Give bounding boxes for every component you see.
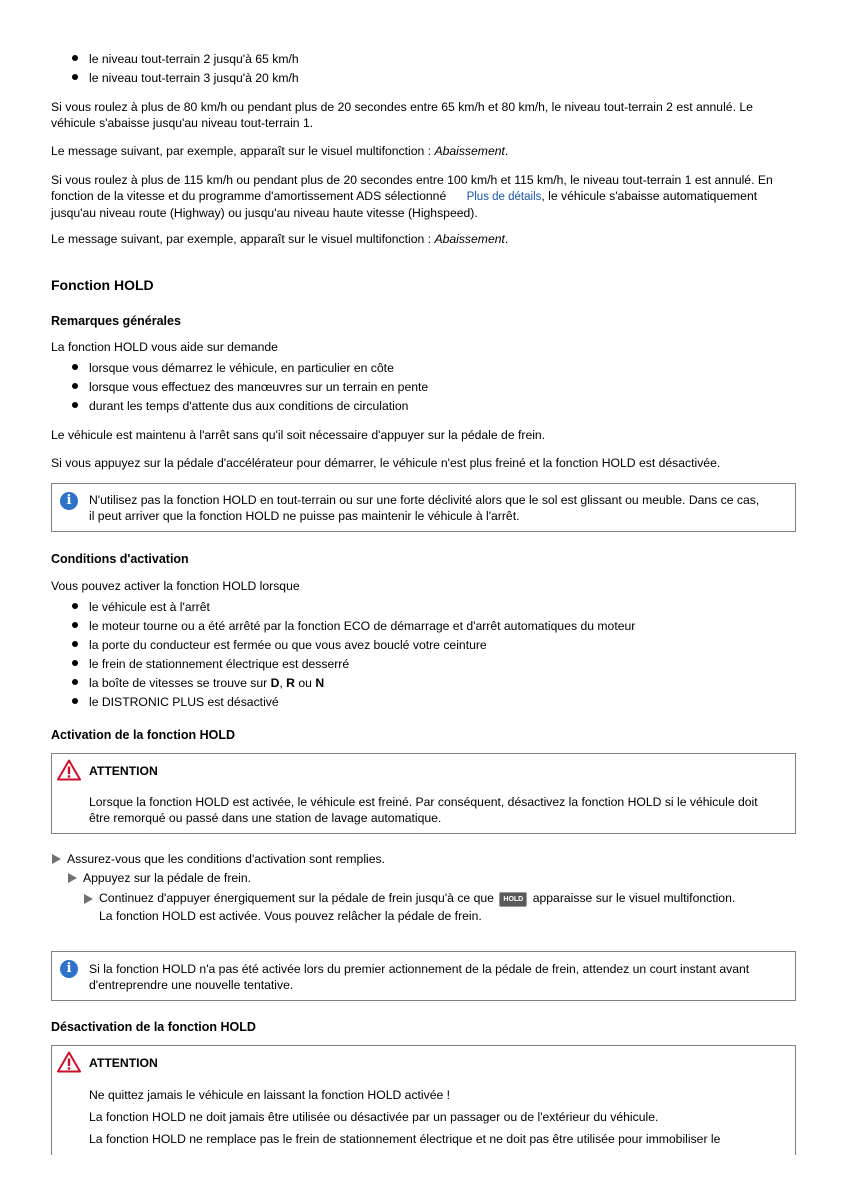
paragraph: Le véhicule est maintenu à l'arrêt sans qu'il soit nécessaire d'appuyer sur la pédale de frein. — [51, 428, 546, 442]
paragraph — [51, 143, 796, 159]
list-item: le moteur tourne ou a été arrêté par la fonction ECO de démarrage et d'arrêt automatiques du moteur — [89, 619, 636, 633]
paragraph-text: Le message suivant, par exemple, apparaît sur le visuel multifonction : — [51, 232, 435, 246]
subsection-heading: Conditions d'activation — [51, 552, 189, 566]
paragraph: Si vous appuyez sur la pédale d'accélérateur pour démarrer, le véhicule n'est plus freiné et la fonction HOLD est désactivée. — [51, 456, 721, 470]
list-item: le niveau tout-terrain 2 jusqu'à 65 km/h — [89, 52, 299, 66]
subsection-heading: Remarques générales — [51, 314, 181, 328]
bullet-dot — [72, 603, 78, 609]
arrow-right-icon — [68, 873, 77, 883]
paragraph — [51, 231, 796, 247]
warning-box — [51, 1045, 796, 1155]
bullet-dot — [72, 698, 78, 704]
step-text: Appuyez sur la pédale de frein. — [83, 871, 252, 885]
list-item: durant les temps d'attente dus aux conditions de circulation — [89, 399, 409, 413]
bullet-dot — [72, 383, 78, 389]
list-item: le niveau tout-terrain 3 jusqu'à 20 km/h — [89, 71, 299, 85]
info-text: Si la fonction HOLD n'a pas été activée lors du premier actionnement de la pédale de frein, attendez un court instant avant d'entreprendre une nouvelle tentative. — [89, 962, 750, 992]
paragraph-text: . — [504, 144, 509, 158]
info-text: N'utilisez pas la fonction HOLD en tout-terrain ou sur une forte déclivité alors que le sol est glissant ou meuble. Dans ce cas, il peut arriver que la fonction HOLD ne puisse pas maintenir le véhicule à l'arrêt. — [89, 493, 760, 523]
list-item: lorsque vous effectuez des manœuvres sur un terrain en pente — [89, 380, 429, 394]
hold-display-icon: HOLD — [499, 892, 527, 907]
list-item: le frein de stationnement électrique est desserré — [89, 657, 350, 671]
bullet-dot — [72, 55, 78, 61]
list-item: le véhicule est à l'arrêt — [89, 600, 210, 614]
warning-title: ATTENTION — [89, 764, 158, 778]
warning-line: La fonction HOLD ne doit jamais être utilisée ou désactivée par un passager ou de l'extérieur du véhicule. — [89, 1110, 659, 1124]
subsection-heading: Désactivation de la fonction HOLD — [51, 1020, 256, 1034]
details-link[interactable]: Plus de détails — [466, 191, 542, 203]
display-message: Abaissement — [434, 232, 505, 246]
list-item-text: ou — [294, 676, 316, 690]
paragraph: Si vous roulez à plus de 80 km/h ou pendant plus de 20 secondes entre 65 km/h et 80 km/h, le niveau tout-terrain 2 est annulé. Le véhicule s'abaisse jusqu'au niveau tout-terrain 1. — [51, 100, 753, 130]
bullet-dot — [72, 641, 78, 647]
step-text — [99, 890, 735, 907]
warning-line: Ne quittez jamais le véhicule en laissant la fonction HOLD activée ! — [89, 1088, 451, 1102]
paragraph: Vous pouvez activer la fonction HOLD lorsque — [51, 579, 300, 593]
warning-icon — [57, 759, 81, 781]
bullet-dot — [72, 622, 78, 628]
gear-d: D — [270, 676, 280, 690]
display-message: Abaissement — [434, 144, 505, 158]
warning-text: Lorsque la fonction HOLD est activée, le véhicule est freiné. Par conséquent, désactivez la fonction HOLD si le véhicule doit être remorqué ou passé dans une station de lavage automatique. — [89, 795, 758, 825]
warning-box — [51, 753, 796, 834]
section-heading: Fonction HOLD — [51, 277, 154, 293]
paragraph-text: . — [504, 232, 509, 246]
bullet-dot — [72, 679, 78, 685]
list-item-text: , — [279, 676, 287, 690]
paragraph-text: , le véhicule s'abaisse automatiquement jusqu'au niveau route (Highway) ou jusqu'au niveau haute vitesse (Highspeed). — [51, 189, 758, 220]
list-item: lorsque vous démarrez le véhicule, en particulier en côte — [89, 361, 394, 375]
bullet-dot — [72, 364, 78, 370]
step-text-part: apparaisse sur le visuel multifonction. — [532, 891, 736, 905]
paragraph-text: Le message suivant, par exemple, apparaît sur le visuel multifonction : — [51, 144, 435, 158]
warning-line: La fonction HOLD ne remplace pas le frein de stationnement électrique et ne doit pas être utilisée pour immobiliser le — [89, 1132, 721, 1146]
paragraph — [51, 172, 796, 221]
step-text: Assurez-vous que les conditions d'activation sont remplies. — [67, 852, 386, 866]
warning-icon — [57, 1051, 81, 1073]
list-item: la porte du conducteur est fermée ou que vous avez bouclé votre ceinture — [89, 638, 487, 652]
paragraph: La fonction HOLD vous aide sur demande — [51, 340, 278, 354]
subsection-heading: Activation de la fonction HOLD — [51, 728, 236, 742]
info-icon: i — [60, 492, 78, 510]
step-text-part: Continuez d'appuyer énergiquement sur la pédale de frein jusqu'à ce que — [99, 891, 494, 905]
paragraph-text: Si vous roulez à plus de 115 km/h ou pendant plus de 20 secondes entre 100 km/h et 115 km/h, le niveau tout-terrain 1 est annulé. En fonction de la vitesse et du programme d'amortissement ADS sélectionné — [51, 173, 773, 203]
bullet-dot — [72, 74, 78, 80]
bullet-dot — [72, 660, 78, 666]
warning-title: ATTENTION — [89, 1056, 158, 1070]
bullet-dot — [72, 402, 78, 408]
info-box — [51, 951, 796, 1001]
step-result: La fonction HOLD est activée. Vous pouvez relâcher la pédale de frein. — [99, 909, 482, 923]
gear-r: R — [286, 676, 295, 690]
info-box — [51, 483, 796, 532]
arrow-right-icon — [84, 894, 93, 904]
list-item-text: la boîte de vitesses se trouve sur — [89, 676, 271, 690]
info-icon: i — [60, 960, 78, 978]
list-item — [89, 675, 324, 691]
gear-n: N — [315, 676, 325, 690]
arrow-right-icon — [52, 854, 61, 864]
list-item: le DISTRONIC PLUS est désactivé — [89, 695, 279, 709]
